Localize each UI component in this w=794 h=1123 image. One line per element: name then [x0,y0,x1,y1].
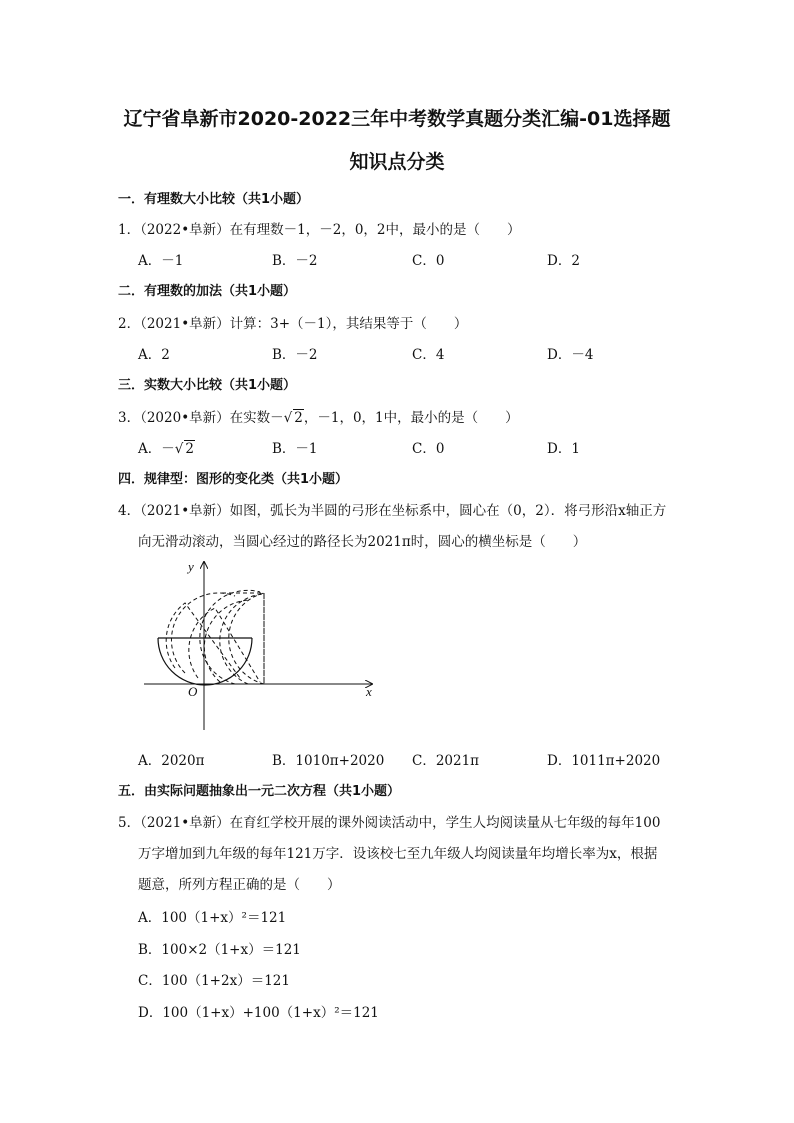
section-heading-4: 四．规律型：图形的变化类（共1小题） [118,472,349,487]
q2-option-c: C．4 [412,347,445,363]
q2-option-d: D．－4 [547,347,594,363]
question-4-line-1: 4．（2021•阜新）如图，弧长为半圆的弓形在坐标系中，圆心在（0，2）．将弓形沿x轴正方 [118,503,667,519]
x-axis-label: x [366,684,372,699]
q5-option-d: D．100（1+x）+100（1+x）²＝121 [138,1005,379,1021]
q1-option-c: C．0 [412,253,445,269]
question-5-line-3: 题意，所列方程正确的是（ ） [138,877,341,893]
q3-option-d: D．1 [547,441,580,457]
section-heading-3: 三．实数大小比较（共1小题） [118,378,297,393]
sqrt-symbol: √ 2 [283,410,303,426]
page-title: 辽宁省阜新市2020-2022三年中考数学真题分类汇编-01选择题 [123,108,671,130]
question-5-line-1: 5．（2021•阜新）在育红学校开展的课外阅读活动中，学生人均阅读量从七年级的每年100 [118,815,661,831]
q3-option-c: C．0 [412,441,445,457]
rolling-segment-figure [140,558,385,738]
page-subtitle: 知识点分类 [349,151,445,173]
q4-option-c: C．2021π [412,753,480,769]
question-3-prefix: 3．（2020•阜新）在实数－ [118,410,284,426]
q5-option-c: C．100（1+2x）＝121 [138,973,290,989]
question-4-line-2: 向无滑动滚动，当圆心经过的路径长为2021π时，圆心的横坐标是（ ） [138,534,587,550]
section-heading-5: 五．由实际问题抽象出一元二次方程（共1小题） [118,784,401,799]
q4-option-d: D．1011π+2020 [547,753,661,769]
sqrt-symbol: √ 2 [174,441,194,457]
q3-option-a-prefix: A．－ [138,441,175,457]
q4-option-b: B．1010π+2020 [272,753,385,769]
rolling-positions [166,590,264,684]
q4-option-a: A．2020π [138,753,205,769]
y-axis-label: y [188,559,194,574]
q1-option-d: D．2 [547,253,580,269]
question-2: 2．（2021•阜新）计算：3+（－1），其结果等于（ ） [118,316,468,332]
q2-option-b: B．－2 [272,347,318,363]
question-3 [118,406,519,426]
q2-option-a: A．2 [138,347,170,363]
section-heading-2: 二．有理数的加法（共1小题） [118,284,297,299]
sqrt-radicand: 2 [294,410,303,426]
sqrt-radicand: 2 [185,441,194,457]
question-1: 1．（2022•阜新）在有理数－1，－2，0，2中，最小的是（ ） [118,222,521,238]
q5-option-a: A．100（1+x）²＝121 [138,910,287,926]
question-3-suffix: ，－1，0，1中，最小的是（ ） [303,410,519,426]
q1-option-b: B．－2 [272,253,318,269]
section-heading-1: 一．有理数大小比较（共1小题） [118,192,310,207]
question-5-line-2: 万字增加到九年级的每年121万字．设该校七至九年级人均阅读量年均增长率为x，根据 [138,846,658,862]
q5-option-b: B．100×2（1+x）＝121 [138,942,301,958]
q1-option-a: A．－1 [138,253,184,269]
origin-label: O [188,684,198,699]
q3-option-b: B．－1 [272,441,318,457]
q3-option-a [138,437,195,457]
